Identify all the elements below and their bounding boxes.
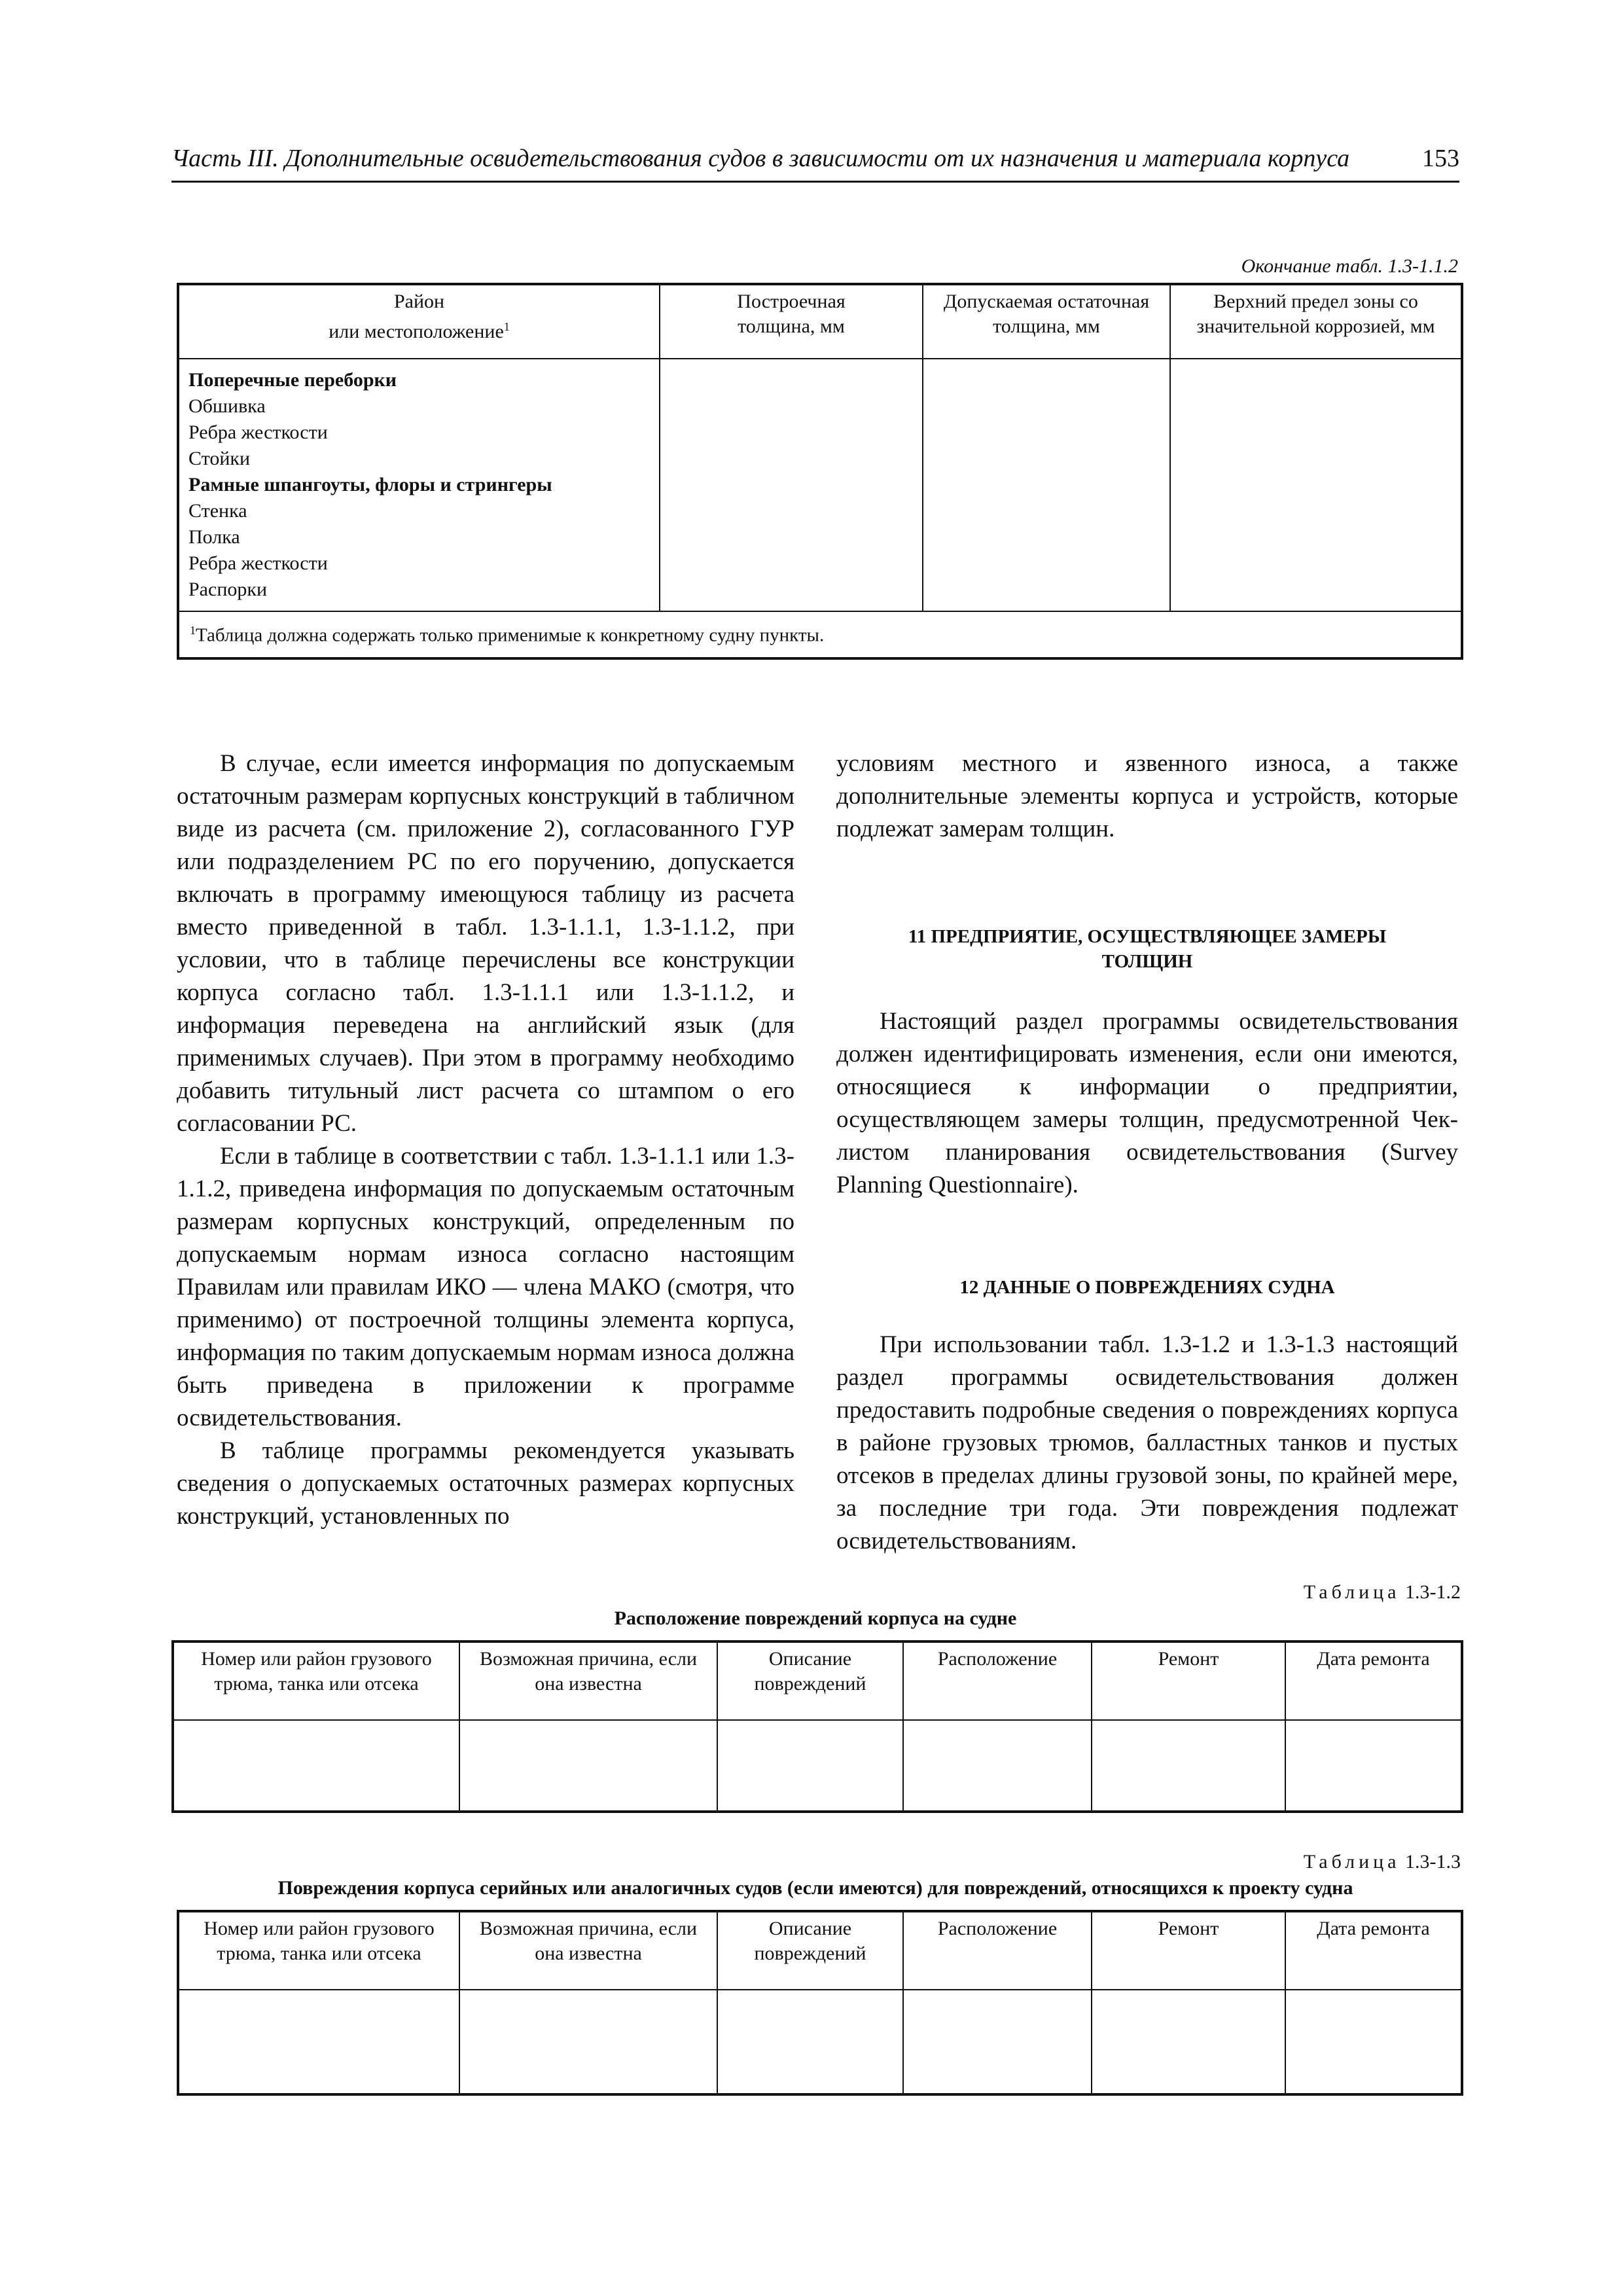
table3-title: Повреждения корпуса серийных или аналогичных судов (если имеются) для повреждений, относящихся к проекту судна (277, 1877, 1353, 1899)
table2-header-repair: Ремонт (1092, 1641, 1285, 1720)
list-item: Рамные шпангоуты, флоры и стрингеры (188, 474, 552, 495)
table-cell (717, 1720, 903, 1812)
table2-header-hold: Номер или район грузового трюма, танка или отсека (173, 1641, 459, 1720)
table2-header-cause: Возможная причина, если она известна (459, 1641, 717, 1720)
table1-header-area-line2: или местоположение$^1$ (329, 320, 510, 342)
table3-header-location: Расположение (903, 1911, 1092, 1990)
table-cell (173, 1720, 459, 1812)
paragraph: Если в таблице в соответствии с табл. 1.3-1.1.1 или 1.3-1.1.2, приведена информация по допускаемым остаточным размерам корпусных конструкций, определенным по допускаемым нормам износа согласно настоящим Правилам или правилам ИКО — члена МАКО (смотря, что применимо) от построечной толщины элемента корпуса, информация по таким допускаемым нормам износа должна быть приведена в приложении к программе освидетельствования. (177, 1143, 794, 1431)
list-item: Распорки (188, 579, 267, 600)
table1-header-area (178, 284, 660, 359)
paragraph: Настоящий раздел программы освидетельствования должен идентифицировать изменения, если они имеются, относящиеся к информации о предприятии, осуществляющем замеры толщин, предусмотренной Чек-листом планирования освидетельствования (Survey Planning Questionnaire). (836, 1008, 1458, 1198)
table1-footnote: $^1$Таблица должна содержать только применимые к конкретному судну пункты. (178, 611, 1462, 658)
table2-header-description: Описание повреждений (717, 1641, 903, 1720)
list-item: Ребра жесткости (188, 422, 328, 443)
list-item: Ребра жесткости (188, 552, 328, 574)
section-heading-11: 11 ПРЕДПРИЯТИЕ, ОСУЩЕСТВЛЯЮЩЕЕ ЗАМЕРЫ ТОЛЩИН (908, 926, 1387, 972)
table1-items-cell (178, 359, 660, 611)
paragraph: условиям местного и язвенного износа, а также дополнительные элементы корпуса и устройств, которые подлежат замерам толщин. (836, 750, 1458, 842)
right-text-column (836, 747, 1458, 1558)
table2-header-location: Расположение (903, 1641, 1092, 1720)
table-cell (1170, 359, 1462, 611)
table-cell (903, 1990, 1092, 2094)
list-item: Полка (188, 526, 240, 548)
table-cell (717, 1990, 903, 2094)
table-cell (1092, 1720, 1285, 1812)
table1-header-allowable-thickness: Допускаемая остаточная толщина, мм (923, 284, 1170, 359)
paragraph: В случае, если имеется информация по допускаемым остаточным размерам корпусных конструкций в табличном виде из расчета (см. приложение 2), согласованного ГУР или подразделением РС по его поручению, допускается включать в программу имеющуюся таблицу из расчета вместо приведенной в табл. 1.3-1.1.1, 1.3-1.1.2, при условии, что в таблице перечислены все конструкции корпуса согласно табл. 1.3-1.1.1 или 1.3-1.1.2, и информация переведена на английский язык (для применимых случаев). При этом в программу необходимо добавить титульный лист расчета со штампом о его согласовании РС. (177, 750, 794, 1137)
header-title: Часть III. Дополнительные освидетельствования судов в зависимости от их назначения и материала корпуса (171, 145, 1350, 172)
table3-header-hold: Номер или район грузового трюма, танка или отсека (178, 1911, 459, 1990)
table1-caption: Окончание табл. 1.3-1.1.2 (1241, 255, 1458, 277)
section-heading-12: 12 ДАННЫЕ О ПОВРЕЖДЕНИЯХ СУДНА (959, 1277, 1335, 1298)
table-cell (660, 359, 923, 611)
table-thickness (177, 283, 1463, 660)
left-text-column (177, 747, 794, 1533)
table2-label: Таблица 1.3-1.2 (1303, 1581, 1461, 1603)
table-cell (178, 1990, 459, 2094)
table2-title: Расположение повреждений корпуса на судне (614, 1607, 1017, 1629)
table3-header-repair-date: Дата ремонта (1285, 1911, 1462, 1990)
table1-header-area-line1: Район (393, 291, 445, 312)
table-cell (459, 1990, 717, 2094)
table3-label: Таблица 1.3-1.3 (1303, 1851, 1461, 1873)
footnote-mark: 1 (503, 320, 510, 333)
page-number: 153 (1422, 145, 1459, 172)
table-cell (1285, 1720, 1462, 1812)
table1-header-built-thickness: Построечная толщина, мм (660, 284, 923, 359)
table-series-damage (177, 1910, 1463, 2096)
table3-header-cause: Возможная причина, если она известна (459, 1911, 717, 1990)
list-item: Поперечные переборки (188, 369, 397, 391)
paragraph: При использовании табл. 1.3-1.2 и 1.3-1.3 настоящий раздел программы освидетельствования должен предоставить подробные сведения о повреждениях корпуса в районе грузовых трюмов, балластных танков и пустых отсеков в пределах длины грузовой зоны, по крайней мере, за последние три года. Эти повреждения подлежат освидетельствованиям. (836, 1331, 1458, 1554)
table-cell (923, 359, 1170, 611)
table-cell (1092, 1990, 1285, 2094)
table-cell (459, 1720, 717, 1812)
list-item: Стойки (188, 448, 251, 469)
table1-header-corrosion-limit: Верхний предел зоны со значительной коррозией, мм (1170, 284, 1462, 359)
table-cell (903, 1720, 1092, 1812)
table-damage-location (171, 1640, 1463, 1813)
table2-header-repair-date: Дата ремонта (1285, 1641, 1462, 1720)
list-item: Обшивка (188, 395, 266, 417)
running-header (171, 143, 1459, 183)
paragraph: В таблице программы рекомендуется указывать сведения о допускаемых остаточных размерах корпусных конструкций, установленных по (177, 1437, 794, 1530)
table-cell (1285, 1990, 1462, 2094)
table3-header-description: Описание повреждений (717, 1911, 903, 1990)
list-item: Стенка (188, 500, 247, 522)
table3-header-repair: Ремонт (1092, 1911, 1285, 1990)
